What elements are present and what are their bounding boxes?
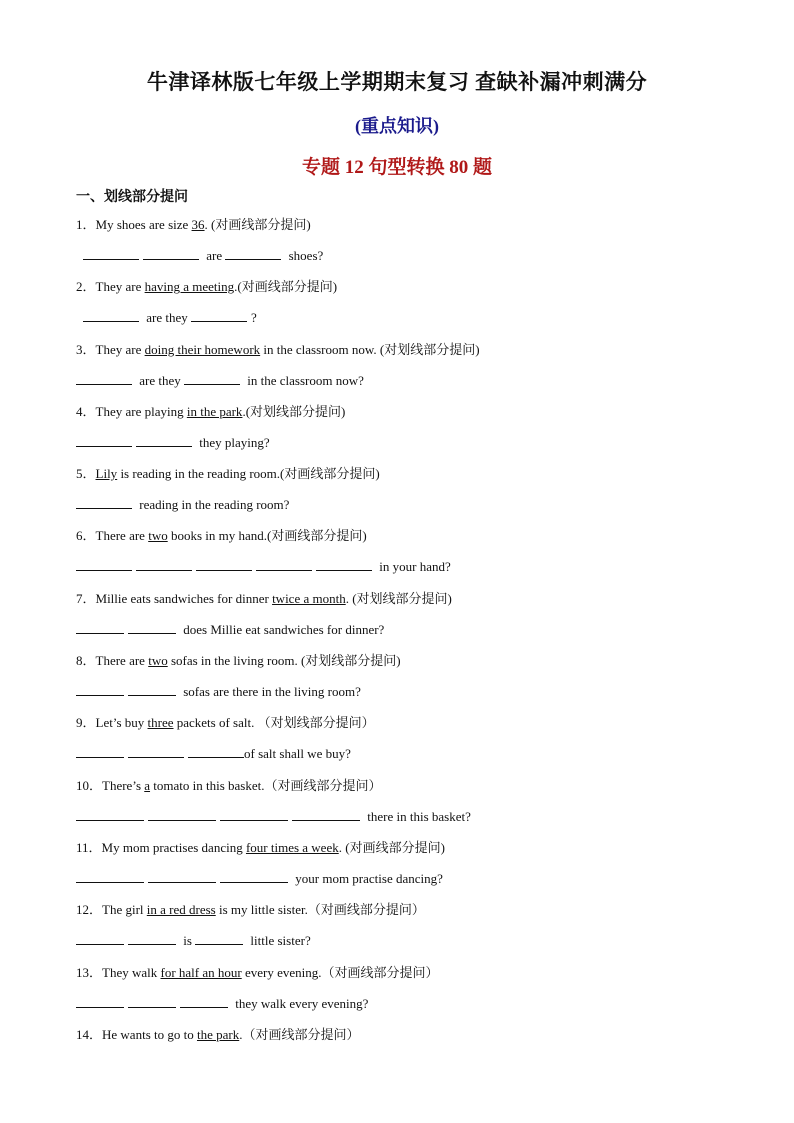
- question-text: 14．He wants to go to the park.（对画线部分提问）: [76, 1026, 360, 1042]
- question-number: 8．: [76, 653, 96, 669]
- answer-line: are shoes?: [76, 240, 756, 271]
- underlined-phrase: three: [147, 715, 174, 731]
- question-text: 5．Lily is reading in the reading room.(对画线部分提问): [76, 466, 380, 482]
- answer-blank[interactable]: [188, 744, 244, 758]
- topic-heading: 专题 12 句型转换 80 题: [301, 157, 492, 178]
- question-text: 8．There are two sofas in the living room. (对划线部分提问): [76, 653, 401, 669]
- question-text: 13．They walk for half an hour every evening.（对画线部分提问）: [76, 964, 439, 980]
- answer-blank[interactable]: [76, 682, 124, 696]
- underlined-phrase: two: [148, 528, 168, 544]
- answer-line: your mom practise dancing?: [76, 863, 756, 894]
- question-item: [76, 209, 756, 271]
- question-item: [76, 271, 756, 333]
- answer-line: in your hand?: [76, 551, 756, 582]
- answer-blank[interactable]: [220, 869, 288, 883]
- question-text: 1．My shoes are size 36. (对画线部分提问): [76, 217, 311, 232]
- answer-blank[interactable]: [128, 931, 176, 945]
- question-text: 12．The girl in a red dress is my little sister.（对画线部分提问）: [76, 902, 425, 918]
- answer-blank[interactable]: [148, 869, 216, 883]
- question-text: 6．There are two books in my hand.(对画线部分提问): [76, 528, 367, 544]
- underlined-phrase: two: [148, 653, 168, 669]
- underlined-phrase: having a meeting: [144, 279, 235, 295]
- answer-line: are they ?: [76, 302, 756, 333]
- underlined-phrase: Lily: [95, 466, 118, 482]
- answer-blank[interactable]: [191, 308, 247, 322]
- answer-blank[interactable]: [128, 744, 184, 758]
- question-item: [76, 458, 756, 520]
- question-number: 1．: [76, 217, 96, 232]
- answer-blank[interactable]: [143, 246, 199, 260]
- question-item: [76, 583, 756, 645]
- answer-line: reading in the reading room?: [76, 489, 756, 520]
- answer-blank[interactable]: [180, 994, 228, 1008]
- question-item: [76, 770, 756, 832]
- underlined-phrase: for half an hour: [160, 964, 242, 980]
- question-number: 10．: [76, 777, 103, 793]
- question-item: [76, 832, 756, 894]
- answer-blank[interactable]: [136, 557, 192, 571]
- page-subtitle: (重点知识): [355, 116, 439, 136]
- page-title: 牛津译林版七年级上学期期末复习 查缺补漏冲刺满分: [146, 70, 648, 94]
- answer-blank[interactable]: [148, 807, 216, 821]
- question-item: [76, 1019, 756, 1081]
- underlined-phrase: a: [144, 777, 151, 793]
- question-item: [76, 957, 756, 1019]
- question-item: [76, 334, 756, 396]
- answer-blank[interactable]: [76, 931, 124, 945]
- answer-blank[interactable]: [256, 557, 312, 571]
- underlined-phrase: in a red dress: [146, 902, 216, 918]
- answer-blank[interactable]: [76, 744, 124, 758]
- answer-blank[interactable]: [76, 620, 124, 634]
- answer-line: there in this basket?: [76, 801, 756, 832]
- question-number: 6．: [76, 528, 96, 544]
- answer-blank[interactable]: [76, 495, 132, 509]
- question-item: [76, 396, 756, 458]
- answer-blank[interactable]: [76, 807, 144, 821]
- answer-blank[interactable]: [136, 433, 192, 447]
- answer-blank[interactable]: [128, 994, 176, 1008]
- question-text: 3．They are doing their homework in the classroom now. (对划线部分提问): [76, 341, 480, 357]
- answer-line: they playing?: [76, 427, 756, 458]
- answer-line: of salt shall we buy?: [76, 738, 756, 769]
- answer-blank[interactable]: [292, 807, 360, 821]
- answer-blank[interactable]: [76, 869, 144, 883]
- question-number: 3．: [76, 341, 96, 357]
- question-text: 2．They are having a meeting.(对画线部分提问): [76, 279, 338, 295]
- question-number: 4．: [76, 403, 96, 419]
- underlined-phrase: four times a week: [245, 839, 339, 855]
- question-number: 7．: [76, 590, 96, 606]
- question-item: [76, 645, 756, 707]
- question-text: 10．There’s a tomato in this basket.（对画线部分提问）: [76, 777, 382, 793]
- question-item: [76, 520, 756, 582]
- underlined-phrase: 36: [191, 217, 205, 232]
- question-text: 9．Let’s buy three packets of salt. （对划线部分提问）: [76, 715, 375, 731]
- answer-blank[interactable]: [76, 557, 132, 571]
- question-number: 9．: [76, 715, 96, 731]
- underlined-phrase: twice a month: [272, 590, 346, 606]
- answer-blank[interactable]: [220, 807, 288, 821]
- question-number: 12．: [76, 902, 103, 918]
- answer-blank[interactable]: [316, 557, 372, 571]
- answer-blank[interactable]: [76, 433, 132, 447]
- question-text: 7．Millie eats sandwiches for dinner twice a month. (对划线部分提问): [76, 590, 452, 606]
- question-number: 11．: [76, 839, 102, 855]
- underlined-phrase: doing their homework: [144, 341, 261, 357]
- answer-blank[interactable]: [128, 682, 176, 696]
- answer-blank[interactable]: [83, 246, 139, 260]
- question-item: [76, 894, 756, 956]
- answer-blank[interactable]: [128, 620, 176, 634]
- underlined-phrase: the park: [196, 1026, 240, 1042]
- answer-line: they walk every evening?: [76, 988, 756, 1019]
- answer-line: does Millie eat sandwiches for dinner?: [76, 614, 756, 645]
- question-item: [76, 707, 756, 769]
- answer-blank[interactable]: [184, 371, 240, 385]
- answer-blank[interactable]: [196, 557, 252, 571]
- answer-line: are they in the classroom now?: [76, 365, 756, 396]
- section-heading: 一、划线部分提问: [76, 190, 188, 205]
- answer-blank[interactable]: [225, 246, 281, 260]
- underlined-phrase: in the park: [186, 403, 243, 419]
- question-number: 14．: [76, 1026, 103, 1042]
- question-number: 2．: [76, 279, 96, 295]
- answer-blank[interactable]: [83, 308, 139, 322]
- question-text: 11．My mom practises dancing four times a week. (对画线部分提问): [76, 839, 445, 855]
- answer-blank[interactable]: [76, 994, 124, 1008]
- answer-line: is little sister?: [76, 925, 756, 956]
- question-text: 4．They are playing in the park.(对划线部分提问): [76, 403, 346, 419]
- answer-blank[interactable]: [195, 931, 243, 945]
- question-number: 5．: [76, 466, 96, 482]
- question-number: 13．: [76, 964, 103, 980]
- question-list: [76, 209, 756, 1081]
- answer-line: sofas are there in the living room?: [76, 676, 756, 707]
- answer-blank[interactable]: [76, 371, 132, 385]
